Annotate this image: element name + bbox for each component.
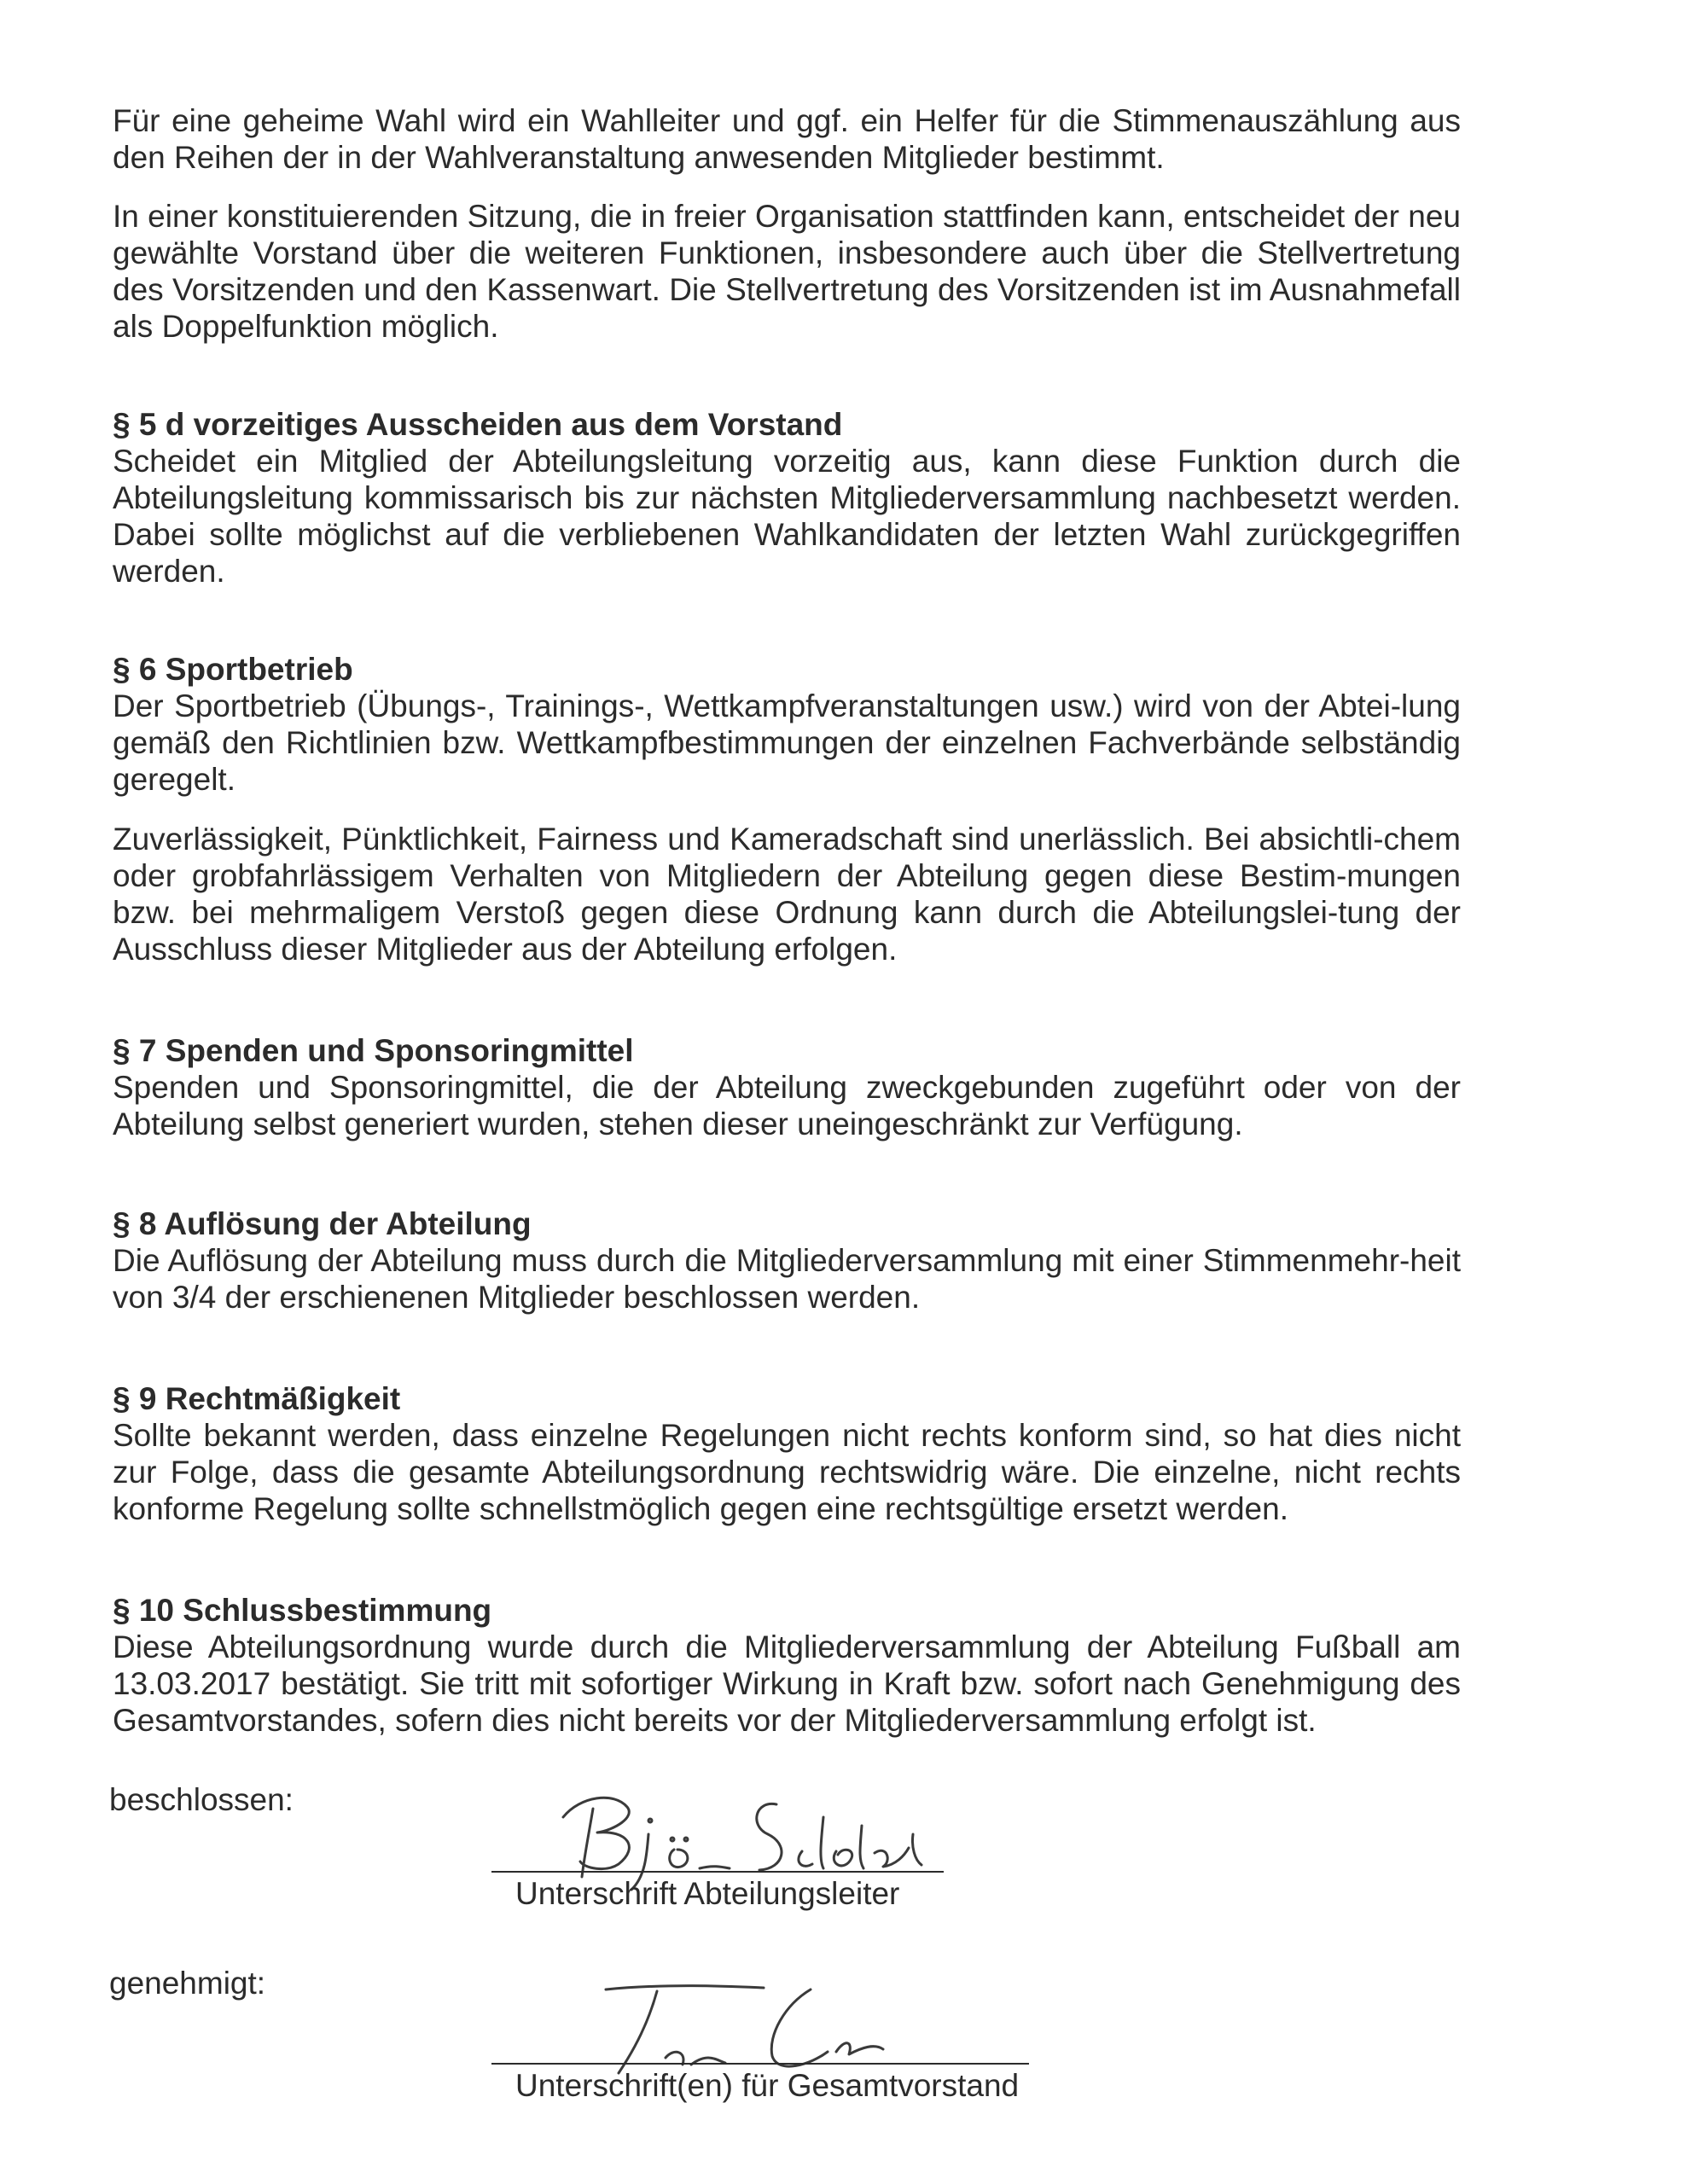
section-heading: § 5 d vorzeitiges Ausscheiden aus dem Vorstand xyxy=(113,407,843,442)
signature-gesamtvorstand xyxy=(589,1979,964,2082)
paragraph-text: In einer konstituierenden Sitzung, die in freier Organisation stattfinden kann, entscheidet der neu gewählte Vorstand über die weiteren Funktionen, insbesondere auch über die Stellvertretung des Vorsitzenden und den Kassenwart. Die Stellvertretung des Vorsitzenden ist im Ausnahmefall als Doppelfunktion möglich. xyxy=(113,199,1461,344)
intro-paragraph-1 xyxy=(113,102,1461,176)
section-5d xyxy=(113,406,1461,590)
section-paragraph: Diese Abteilungsordnung wurde durch die Mitgliederversammlung der Abteilung Fußball am 13.03.2017 bestätigt. Sie tritt mit sofortiger Wirkung in Kraft bzw. sofort nach Genehmigung des Gesamtvorstandes, sofern dies nicht bereits vor der Mitgliederversammlung erfolgt ist. xyxy=(113,1629,1461,1738)
section-heading: § 7 Spenden und Sponsoringmittel xyxy=(113,1033,634,1068)
beschlossen-label: beschlossen: xyxy=(109,1782,294,1817)
section-paragraph: Zuverlässigkeit, Pünktlichkeit, Fairness und Kameradschaft sind unerlässlich. Bei absichtli-chem oder grobfahrlässigem Verhalten von Mitgliedern der Abteilung gegen diese Bestim-mungen bzw. bei mehrmaligem Verstoß gegen diese Ordnung kann durch die Abteilungslei-tung der Ausschluss dieser Mitglieder aus der Abteilung erfolgen. xyxy=(113,822,1461,967)
section-heading: § 10 Schlussbestimmung xyxy=(113,1593,492,1628)
section-7 xyxy=(113,1032,1461,1142)
section-6-paragraph-2 xyxy=(113,821,1461,967)
gesamtvorstand-caption: Unterschrift(en) für Gesamtvorstand xyxy=(515,2068,1020,2103)
signature-line xyxy=(491,2063,1029,2065)
section-8 xyxy=(113,1205,1461,1316)
section-10 xyxy=(113,1592,1461,1739)
section-heading: § 8 Auflösung der Abteilung xyxy=(113,1206,532,1241)
intro-paragraph-2 xyxy=(113,198,1461,345)
section-paragraph: Sollte bekannt werden, dass einzelne Regelungen nicht rechts konform sind, so hat dies nicht zur Folge, dass die gesamte Abteilungsordnung rechtswidrig wäre. Die einzelne, nicht rechts konforme Regelung sollte schnellstmöglich gegen eine rechtsgültige ersetzt werden. xyxy=(113,1418,1461,1526)
paragraph-text: Für eine geheime Wahl wird ein Wahlleiter und ggf. ein Helfer für die Stimmenauszählung aus den Reihen der in der Wahlveranstaltung anwesenden Mitglieder bestimmt. xyxy=(113,103,1461,175)
section-6 xyxy=(113,651,1461,798)
section-heading: § 9 Rechtmäßigkeit xyxy=(113,1381,401,1416)
abteilungsleiter-caption: Unterschrift Abteilungsleiter xyxy=(515,1876,900,1911)
section-paragraph: Der Sportbetrieb (Übungs-, Trainings-, Wettkampfveranstaltungen usw.) wird von der Abtei-lung gemäß den Richtlinien bzw. Wettkampfbestimmungen der einzelnen Fachverbände selbständig geregelt. xyxy=(113,688,1461,797)
section-9 xyxy=(113,1380,1461,1527)
section-paragraph: Die Auflösung der Abteilung muss durch die Mitgliederversammlung mit einer Stimmenmehr-heit von 3/4 der erschienenen Mitglieder beschlossen werden. xyxy=(113,1243,1461,1315)
signature-line xyxy=(491,1871,944,1873)
section-heading: § 6 Sportbetrieb xyxy=(113,652,353,687)
section-paragraph: Scheidet ein Mitglied der Abteilungsleitung vorzeitig aus, kann diese Funktion durch die Abteilungsleitung kommissarisch bis zur nächsten Mitgliederversammlung nachbesetzt werden. Dabei sollte möglichst auf die verbliebenen Wahlkandidaten der letzten Wahl zurückgegriffen werden. xyxy=(113,444,1461,589)
genehmigt-label: genehmigt: xyxy=(109,1966,266,2001)
section-paragraph: Spenden und Sponsoringmittel, die der Abteilung zweckgebunden zugeführt oder von der Abteilung selbst generiert wurden, stehen dieser uneingeschränkt zur Verfügung. xyxy=(113,1070,1461,1141)
